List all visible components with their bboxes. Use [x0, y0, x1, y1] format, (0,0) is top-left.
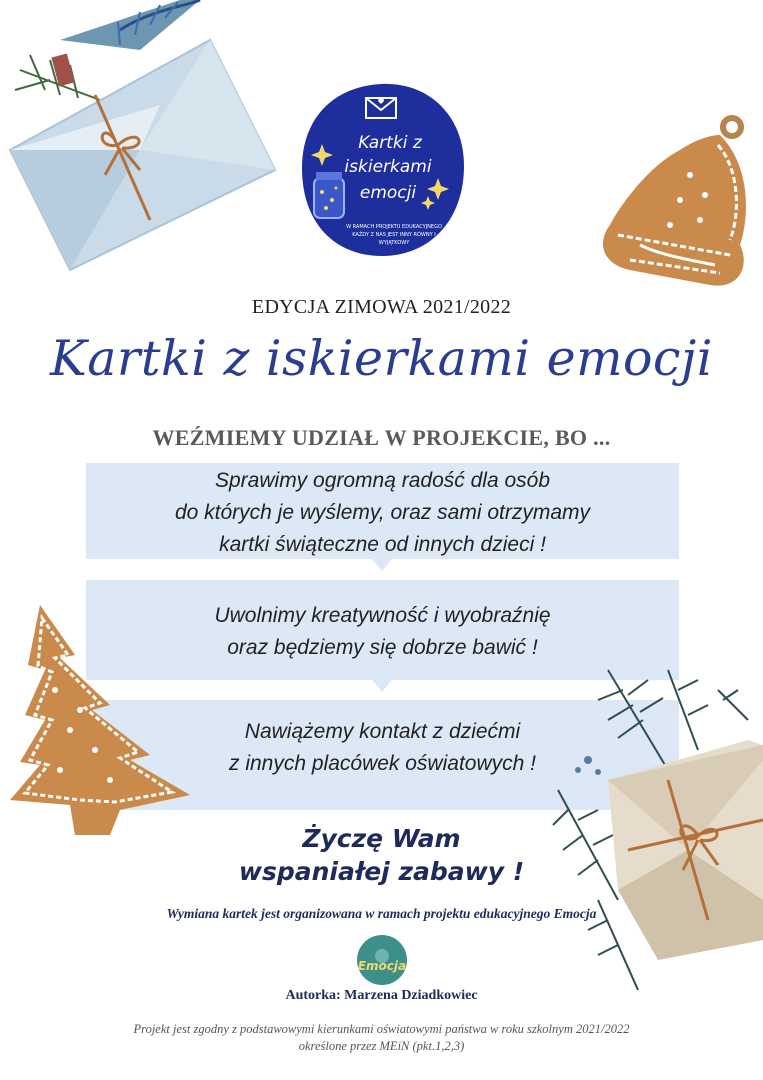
gingerbread-bell-illustration — [590, 105, 760, 305]
reason-bubble-1 — [86, 463, 679, 559]
wish-text — [0, 822, 763, 888]
bubble-tail — [372, 680, 392, 692]
reason-2-line-2: oraz będziemy się dobrze bawić ! — [227, 636, 538, 659]
reason-3-line-2: z innych placówek oświatowych ! — [229, 752, 536, 775]
footer-line-1: Projekt jest zgodny z podstawowymi kierunkami oświatowymi państwa w roku szkolnym 2021/2022 — [133, 1022, 630, 1036]
logo-title-line-2: iskierkami — [344, 157, 432, 177]
logo-title-line-3: emocji — [359, 183, 417, 203]
bubble-tail — [372, 559, 392, 571]
wish-line-2: wspaniałej zabawy ! — [238, 857, 525, 886]
logo-caption-line-1: W RAMACH PROJEKTU EDUKACYJNEGO — [346, 224, 442, 230]
wish-line-1: Życzę Wam — [302, 824, 461, 853]
logo-title-line-1: Kartki z — [358, 133, 422, 153]
reason-1-line-3: kartki świąteczne od innych dzieci ! — [219, 533, 546, 556]
subtitle: WEŹMIEMY UDZIAŁ W PROJEKCIE, BO ... — [152, 425, 611, 450]
reason-3-line-1: Nawiążemy kontakt z dziećmi — [244, 720, 521, 743]
exchange-info: Wymiana kartek jest organizowana w ramach projektu edukacyjnego Emocja — [166, 906, 597, 921]
emocja-logo — [354, 934, 410, 986]
reason-2-line-1: Uwolnimy kreatywność i wyobraźnię — [214, 604, 551, 627]
edition-label: EDYCJA ZIMOWA 2021/2022 — [251, 296, 512, 318]
reason-1-line-2: do których je wyślemy, oraz sami otrzymamy — [174, 501, 591, 524]
footer-note — [0, 1021, 763, 1055]
reason-1-line-1: Sprawimy ogromną radość dla osób — [215, 469, 550, 492]
gingerbread-tree-illustration — [0, 600, 200, 840]
page-title: Kartki z iskierkami emocji — [50, 330, 713, 387]
emocja-logo-text: Emocja — [357, 959, 407, 973]
envelope-illustration-top — [0, 0, 290, 280]
logo-caption-line-2: KAŻDY Z NAS JEST INNY RÓWNY I — [352, 232, 436, 238]
kartki-logo — [298, 80, 466, 258]
logo-caption-line-3: WYJĄTKOWY — [378, 240, 410, 246]
author: Autorka: Marzena Dziadkowiec — [285, 988, 478, 1003]
footer-line-2: określone przez MEiN (pkt.1,2,3) — [298, 1039, 465, 1053]
